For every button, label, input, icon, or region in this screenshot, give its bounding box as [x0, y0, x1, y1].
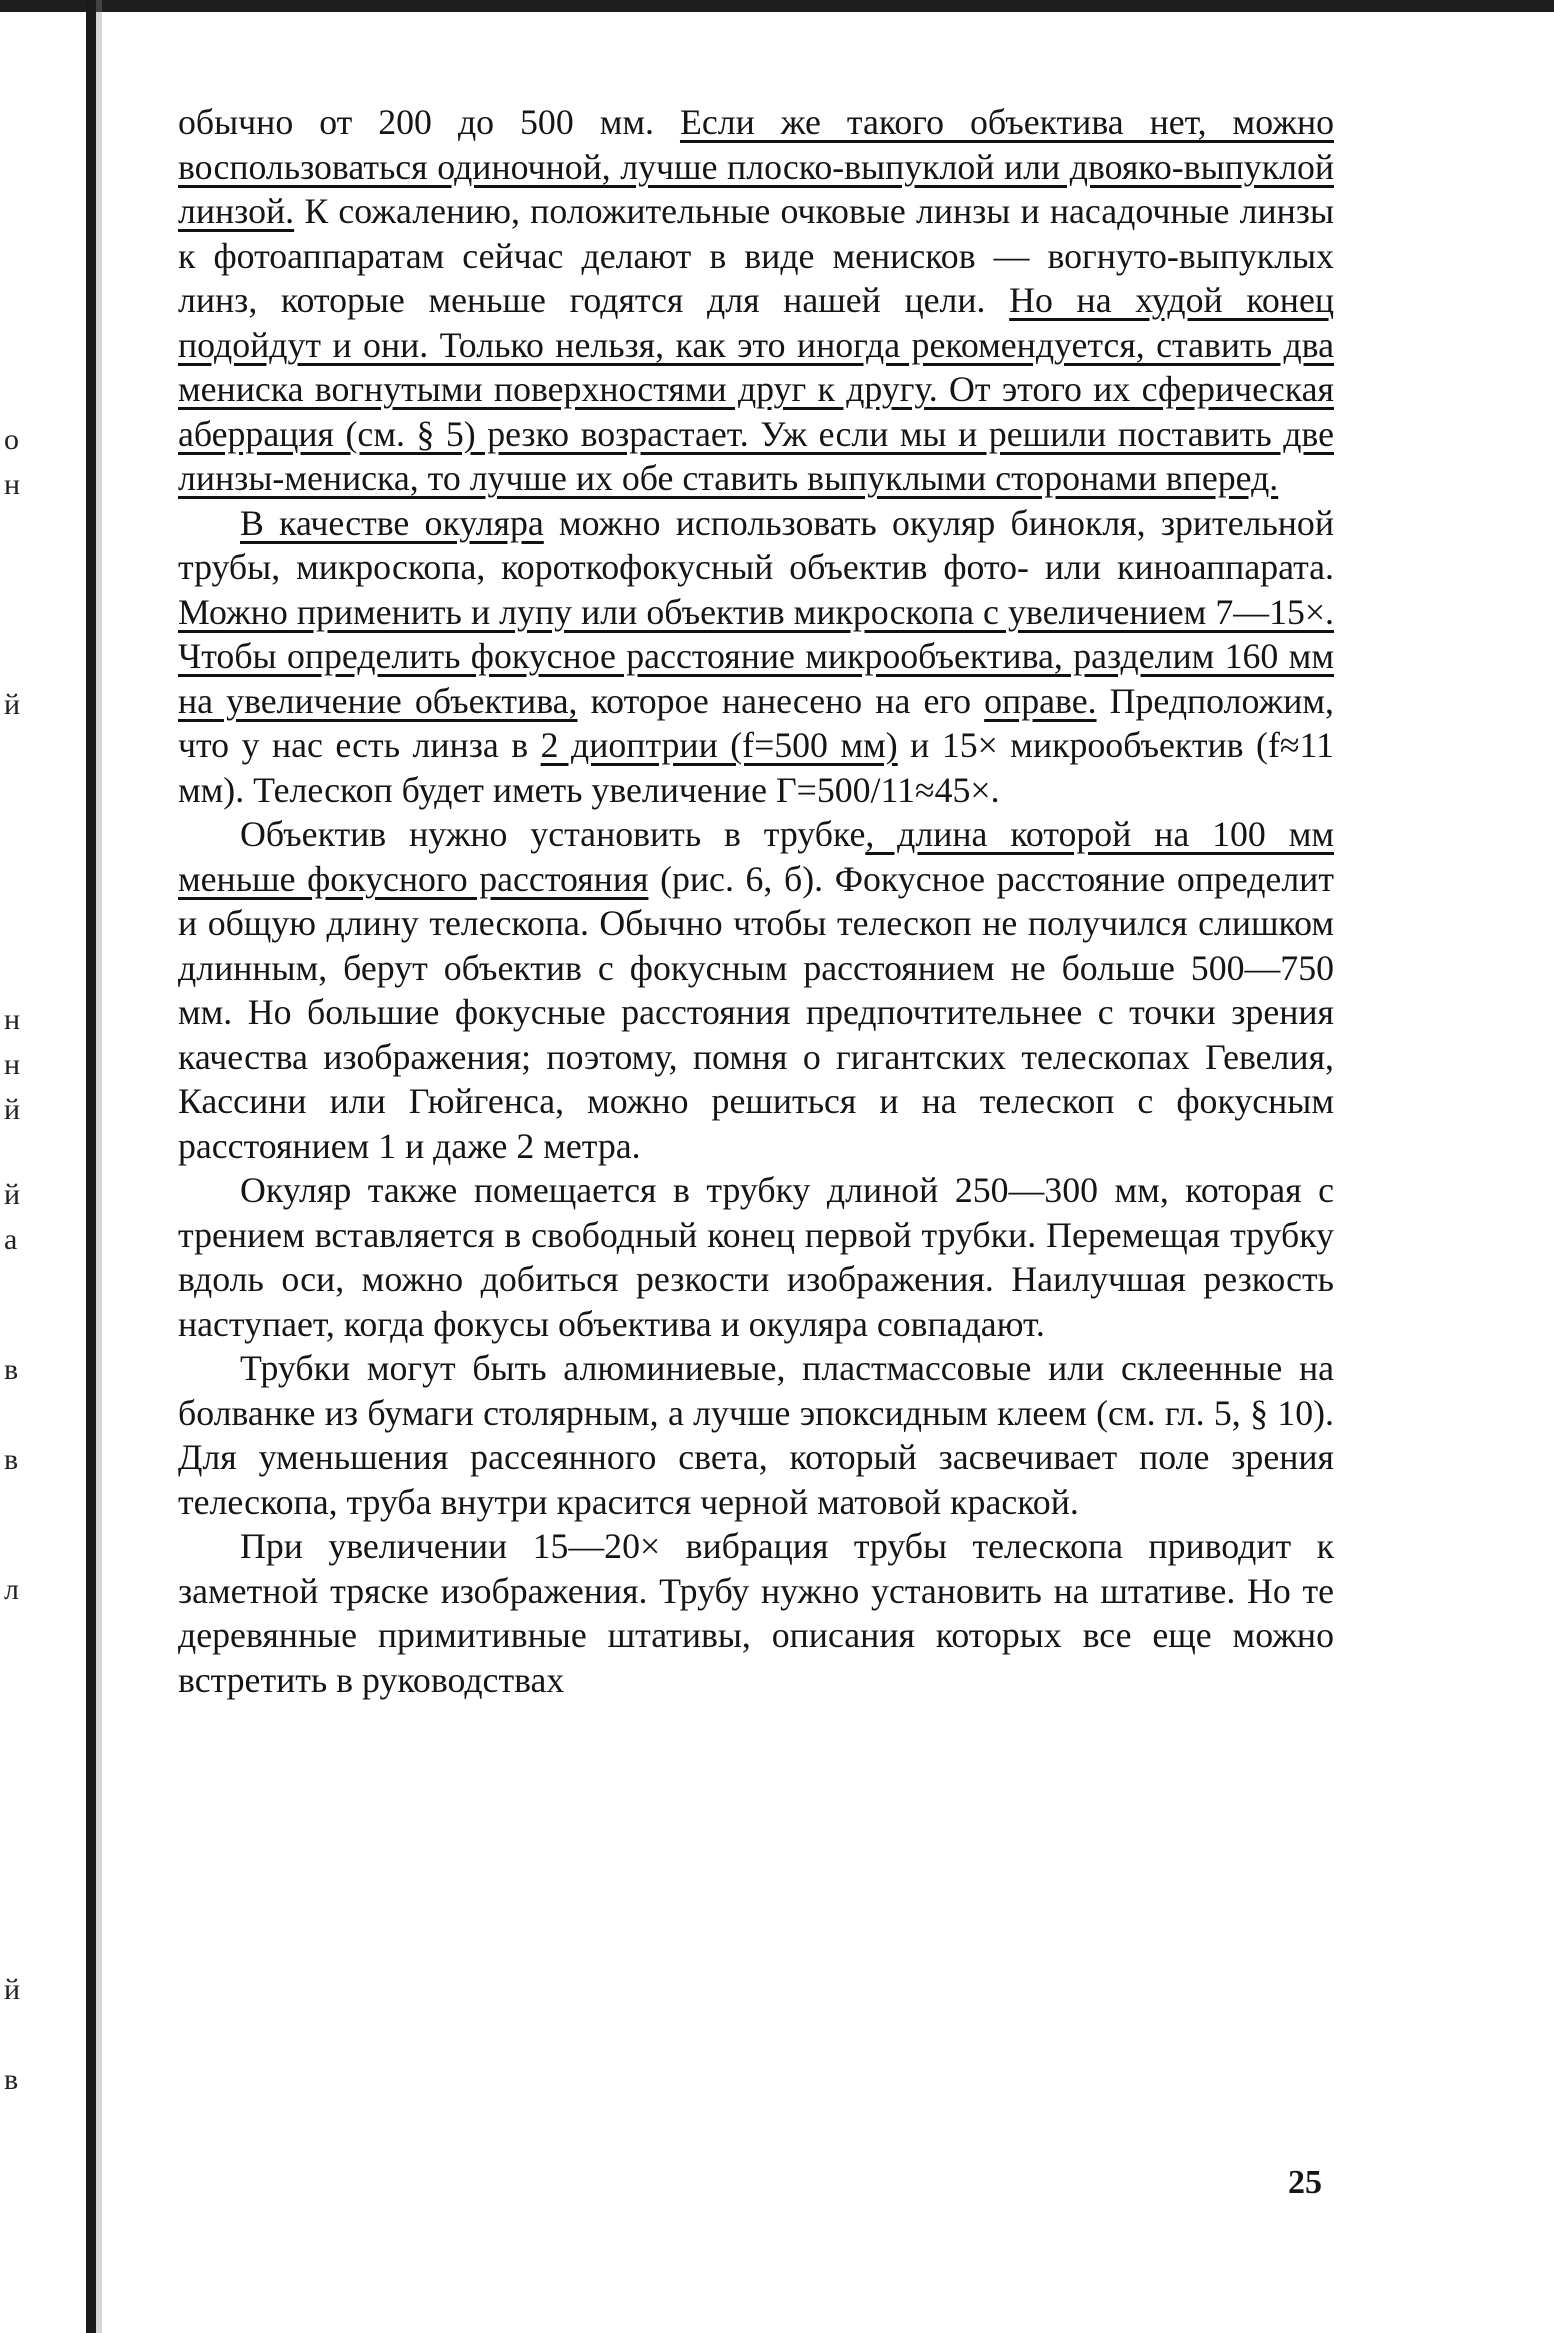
underlined-text-run: В качестве окуляра — [240, 502, 544, 543]
text-run: Объектив нужно установить в трубке — [240, 814, 866, 854]
paragraph-tripod — [178, 1524, 1334, 1702]
text-run: К сожалению, положительные очковые линзы и насадочные линзы к фотоаппаратам сейчас делают в виде менисков — вогнуто-выпуклых линз, которые меньше годятся для нашей цели. — [178, 191, 1334, 320]
underlined-text-run: Можно применить и лупу или объектив микроскопа с увеличением 7—15×. Чтобы определить фокусное расстояние микрообъектива, разделим 160 мм на увеличение объектива, — [178, 591, 1334, 721]
margin-fragment: н — [4, 468, 21, 501]
margin-fragment: й — [4, 1178, 21, 1211]
previous-page-edge — [0, 0, 24, 2333]
gutter-shadow — [96, 0, 102, 2333]
text-run: При увеличении 15—20× вибрация трубы телескопа приводит к заметной тряске изображения. Трубу нужно установить на штативе. Но те деревянные примитивные штативы, описания которых все еще можно встретить в руководствах — [178, 1526, 1334, 1700]
margin-fragment: н — [4, 1048, 21, 1081]
text-run: Окуляр также помещается в трубку длиной 250—300 мм, которая с трением вставляется в свободный конец первой трубки. Перемещая трубку вдоль оси, можно добиться резкости изображения. Наилучшая резкость наступает, когда фокусы объектива и окуляра совпадают. — [178, 1170, 1334, 1344]
underlined-text-run: Если же такого объектива нет, можно воспользоваться одиночной, лучше плоско-выпуклой или двояко-выпуклой линзой. — [178, 102, 1334, 231]
page-number: 25 — [1288, 2164, 1322, 2201]
margin-fragment: л — [4, 1573, 19, 1606]
page-body — [178, 100, 1334, 1702]
margin-fragment: о — [4, 423, 19, 456]
text-run: Трубки могут быть алюминиевые, пластмассовые или склеенные на болванке из бумаги столярным, а лучше эпоксидным клеем (см. гл. 5, § 10). Для уменьшения рассеянного света, который засвечивает поле зрения телескопа, труба внутри красится черной матовой краской. — [178, 1348, 1334, 1522]
underlined-text-run: Но на худой конец подойдут и они. Только нельзя, как это иногда рекомендуется, ставить два мениска вогнутыми поверхностями друг к другу. От этого их сферическая аберрация (см. § 5) резко возрастает. Уж если мы и решили поставить две линзы-мениска, то лучше их обе ставить выпуклыми сторонами вперед. — [178, 280, 1335, 498]
paragraph-tube-length — [178, 812, 1334, 1168]
margin-fragment: в — [4, 1353, 19, 1386]
margin-fragment: й — [4, 688, 21, 721]
underlined-text-run: 2 диоптрии (f=500 мм) — [540, 725, 898, 765]
margin-fragment: й — [4, 1973, 21, 2006]
underlined-text-run: оправе. — [984, 680, 1097, 721]
paragraph-tube-material — [178, 1346, 1334, 1524]
paragraph-eyepiece — [178, 501, 1334, 813]
book-gutter — [86, 0, 96, 2333]
text-run: и 15× микрообъектив (f≈11 мм). Телескоп будет иметь увеличение Г=500/11≈45×. — [178, 725, 1334, 810]
text-run: Предположим, что у нас есть линза в — [178, 680, 1334, 765]
margin-fragment: в — [4, 1443, 19, 1476]
paragraph-eyepiece-tube — [178, 1168, 1334, 1346]
text-run: можно использовать окуляр бинокля, зрительной трубы, микроскопа, короткофокусный объектив фото- или киноаппарата. — [178, 502, 1334, 587]
underlined-text-run: , длина которой на 100 мм меньше фокусного расстояния — [178, 814, 1335, 899]
margin-fragment: а — [4, 1223, 18, 1256]
margin-fragment: н — [4, 1003, 21, 1036]
paragraph-lens-objective — [178, 100, 1334, 501]
margin-fragment: в — [4, 2063, 19, 2096]
text-run: обычно от 200 до 500 мм. — [178, 102, 680, 142]
text-run: (рис. 6, б). Фокусное расстояние определит и общую длину телескопа. Обычно чтобы телескоп не получился слишком длинным, берут объектив с фокусным расстоянием не больше 500—750 мм. Но большие фокусные расстояния предпочтительнее с точки зрения качества изображения; поэтому, помня о гигантских телескопах Гевелия, Кассини или Гюйгенса, можно решиться и на телескоп с фокусным расстоянием 1 и даже 2 метра. — [178, 858, 1334, 1166]
scan-top-edge — [0, 0, 1554, 12]
text-run: которое нанесено на его — [577, 680, 985, 721]
margin-fragment: й — [4, 1093, 21, 1126]
